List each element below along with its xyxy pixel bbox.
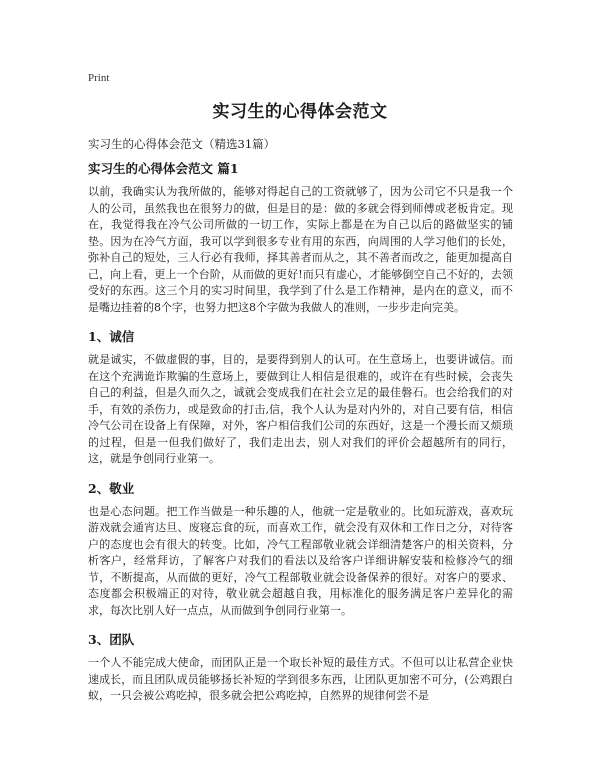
section-heading-integrity: 1、诚信 (88, 329, 135, 344)
document-title: 实习生的心得体会范文 (212, 102, 388, 122)
document-subtitle: 实习生的心得体会范文（精选31篇） (88, 137, 276, 151)
section-paragraph-dedication: 也是心态问题。把工作当做是一种乐趣的人，他就一定是敬业的。比如玩游戏，喜欢玩游戏就会通宵达旦、废寝忘食的玩，而喜欢工作，就会没有双休和工作日之分，对待客户的态度也会有很大的转变。比如，冷气工程部敬业就会详细清楚客户的相关资料，分析客户，经常拜访，了解客户对我们的看法以及给客户详细讲解安装和检修冷气的细节，不断提高，从而做的更好，冷气工程部敬业就会设备保养的很好。对客户的要求、态度都会积极端正的对待，敬业就会超越自我，用标准化的服务满足客户差异化的需求，每次比别人好一点点，从而做到争创同行业第一。 (88, 504, 513, 617)
section-heading-teamwork: 3、团队 (88, 632, 135, 647)
intro-paragraph: 以前，我确实认为我所做的，能够对得起自己的工资就够了，因为公司它不只是我一个人的公司，虽然我也在很努力的做，但是目的是：做的多就会得到师傅或老板肯定。现在，我觉得我在冷气公司所做的一切工作，实际上都是在为自己以后的路做坚实的铺垫。因为在冷气方面，我可以学到很多专业有用的东西，向周围的人学习他们的长处，弥补自己的短处，三人行必有我师，择其善者而从之，其不善者而改之，能更加提高自己，向上看，更上一个台阶，从而做的更好!而只有虚心，才能够倒空自己不好的，去领受好的东西。这三个月的实习时间里，我学到了什么是工作精神，是内在的意义，而不是嘴边挂着的8个字，也努力把这8个字做为我做人的准则，一步步走向完美。 (88, 185, 513, 314)
print-label: Print (88, 72, 110, 84)
section-heading-dedication: 2、敬业 (88, 480, 135, 496)
article-heading: 实习生的心得体会范文 篇1 (88, 161, 239, 176)
section-paragraph-integrity: 就是诚实，不做虚假的事，目的，是要得到别人的认可。在生意场上，也要讲诚信。而在这个充满诡诈欺骗的生意场上，要做到让人相信是很难的，或许在有些时候，会丧失自己的利益，但是久而久之，诚就会变成我们在社会立足的最佳磐石。也会给我们的对手，有效的杀伤力，或是致命的打击,信，我个人认为是对内外的，对自己要有信，相信冷气公司在设备上有保障，对外，客户相信我们公司的东西好，这是一个漫长而又烦琐的过程，但是一但我们做好了，我们走出去，别人对我们的评价会超越所有的同行，这，就是争创同行业第一。 (88, 353, 513, 465)
section-paragraph-teamwork: 一个人不能完成大使命，而团队正是一个取长补短的最佳方式。不但可以让私营企业快速成长，而且团队成员能够扬长补短的学到很多东西，让团队更加密不可分，(公鸡跟白蚁，一只会被公鸡吃掉，很多就会把公鸡吃掉，自然界的规律何尝不是 (88, 656, 513, 702)
document-body (88, 160, 513, 717)
